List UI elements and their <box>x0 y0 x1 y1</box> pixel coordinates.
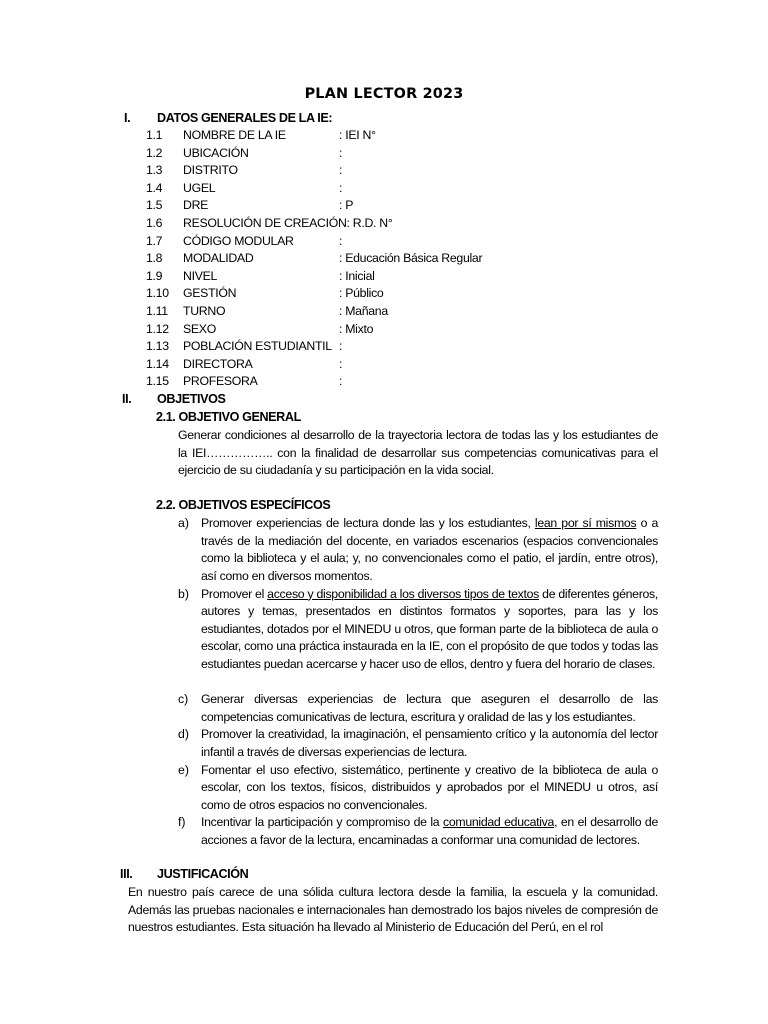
row-label: NIVEL <box>183 268 218 283</box>
item-marker: d) <box>178 727 189 741</box>
row-value: : <box>339 339 343 354</box>
row-number: 1.4 <box>146 180 163 195</box>
document-title: PLAN LECTOR 2023 <box>304 86 464 102</box>
row-value: : <box>339 233 343 248</box>
row-label: TURNO <box>183 304 226 318</box>
row-label: UGEL <box>183 180 216 195</box>
row-value: : <box>339 356 343 371</box>
row-value: : Mañana <box>339 304 388 318</box>
item-text <box>201 586 658 674</box>
row-number: 1.15 <box>146 374 169 389</box>
item-text <box>201 762 658 815</box>
item-text <box>201 726 658 761</box>
item-text <box>201 691 658 726</box>
row-value: : IEI N° <box>339 128 376 142</box>
row-number: 1.2 <box>146 145 163 160</box>
objetivos-especificos-heading: 2.2. OBJETIVOS ESPECÍFICOS <box>156 498 331 512</box>
item-text <box>201 515 658 585</box>
item-text <box>201 814 658 849</box>
row-label: DRE <box>183 198 209 213</box>
section-1-title: DATOS GENERALES DE LA IE: <box>157 111 333 125</box>
item-marker: e) <box>178 762 189 777</box>
item-text-part: Fomentar el uso efectivo, sistemático, pertinente y creativo de la biblioteca de aula o escolar, con los textos, físicos, distribuidos y aprobados por el MINEDU u otros, así como de otros espacios no convencionales. <box>201 762 658 812</box>
row-number: 1.14 <box>146 356 169 371</box>
row-number: 1.3 <box>146 163 163 178</box>
row-value: : <box>339 180 343 195</box>
item-text-part: Promover la creatividad, la imaginación, el pensamiento crítico y la autonomía del lector infantil a través de diversas experiencias de lectura. <box>201 727 658 759</box>
section-3-title: JUSTIFICACIÓN <box>157 867 249 881</box>
objetivo-general-text: Generar condiciones al desarrollo de la trayectoria lectora de todas las y los estudiantes de la IEI…………….. con la finalidad de desarrollar sus competencias comunicativas para el ejercicio de su ciudadanía y su participación en la vida social. <box>178 428 658 478</box>
row-label: GESTIÓN <box>183 286 237 301</box>
item-text-part: Generar diversas experiencias de lectura que aseguren el desarrollo de las competencias comunicativas de lectura, escritura y oralidad de las y los estudiantes. <box>201 692 658 724</box>
row-number: 1.8 <box>146 251 163 266</box>
item-marker: a) <box>178 516 189 530</box>
item-text-part: , en el desarrollo de acciones a favor de la lectura, encaminadas a conformar una comunidad de lectores. <box>201 815 658 847</box>
row-value: : Público <box>339 286 384 301</box>
row-value: : Inicial <box>339 268 375 283</box>
item-underlined-text: lean por sí mismos <box>534 516 637 530</box>
item-text-part: Promover el <box>201 586 268 601</box>
row-label: POBLACIÓN ESTUDIANTIL <box>183 339 332 354</box>
row-value: : Mixto <box>339 321 374 336</box>
row-number: 1.10 <box>146 286 169 301</box>
row-value: : <box>339 374 343 389</box>
row-number: 1.13 <box>146 339 169 354</box>
row-number: 1.12 <box>146 321 169 336</box>
item-underlined-text: acceso y disponibilidad a los diversos tipos de textos <box>267 586 540 601</box>
row-value: : Educación Básica Regular <box>339 251 483 266</box>
row-number: 1.6 <box>146 216 163 230</box>
justificacion-text: En nuestro país carece de una sólida cultura lectora desde la familia, la escuela y la comunidad. Además las pruebas nacionales e internacionales han demostrado los bajos niveles de compresión de nuestros estudiantes. Esta situación ha llevado al Ministerio de Educación del Perú, en el rol <box>128 885 658 935</box>
row-number: 1.5 <box>146 198 163 213</box>
row-label: DISTRITO <box>183 163 238 178</box>
row-number: 1.1 <box>146 128 163 142</box>
row-label: DIRECTORA <box>183 356 253 371</box>
item-text-part: o a través de la mediación del docente, en variados escenarios (espacios convencionales como la biblioteca y el aula; y, no convencionales como el patio, el jardín, entre otros), así como en diversos momentos. <box>201 516 658 583</box>
row-label: CÓDIGO MODULAR <box>183 233 294 248</box>
row-value: : P <box>339 198 354 213</box>
row-label: SEXO <box>183 321 216 336</box>
item-text-part: Incentivar la participación y compromiso de la <box>201 815 443 829</box>
row-number: 1.9 <box>146 268 163 283</box>
row-number: 1.7 <box>146 233 163 248</box>
row-label: NOMBRE DE LA IE <box>183 128 286 142</box>
row-label: RESOLUCIÓN DE CREACIÓN: R.D. N° <box>183 216 393 230</box>
item-text-part: de diferentes géneros, autores y temas, presentados en distintos formatos y soportes, para las y los estudiantes, dotados por el MINEDU u otros, que forman parte de la biblioteca de aula o escolar, como una práctica instaurada en la IE, con el propósito de que todos y todas las estudiantes puedan acercarse y hacer uso de ellos, dentro y fuera del horario de clases. <box>201 586 658 671</box>
item-text-part: Promover experiencias de lectura donde las y los estudiantes, <box>201 516 535 530</box>
item-marker: c) <box>178 692 189 706</box>
objetivo-general-heading: 2.1. OBJETIVO GENERAL <box>156 410 301 424</box>
row-label: PROFESORA <box>183 374 258 389</box>
item-marker: b) <box>178 586 189 601</box>
row-label: MODALIDAD <box>183 251 254 266</box>
section-1-number: I. <box>124 111 131 125</box>
section-2-number: II. <box>122 392 132 406</box>
section-3-number: III. <box>120 867 133 881</box>
row-number: 1.11 <box>146 304 168 318</box>
row-value: : <box>339 145 343 160</box>
row-label: UBICACIÓN <box>183 145 249 160</box>
item-marker: f) <box>178 815 186 829</box>
row-value: : <box>339 163 343 178</box>
section-2-title: OBJETIVOS <box>157 392 226 406</box>
item-underlined-text: comunidad educativa <box>442 815 555 829</box>
